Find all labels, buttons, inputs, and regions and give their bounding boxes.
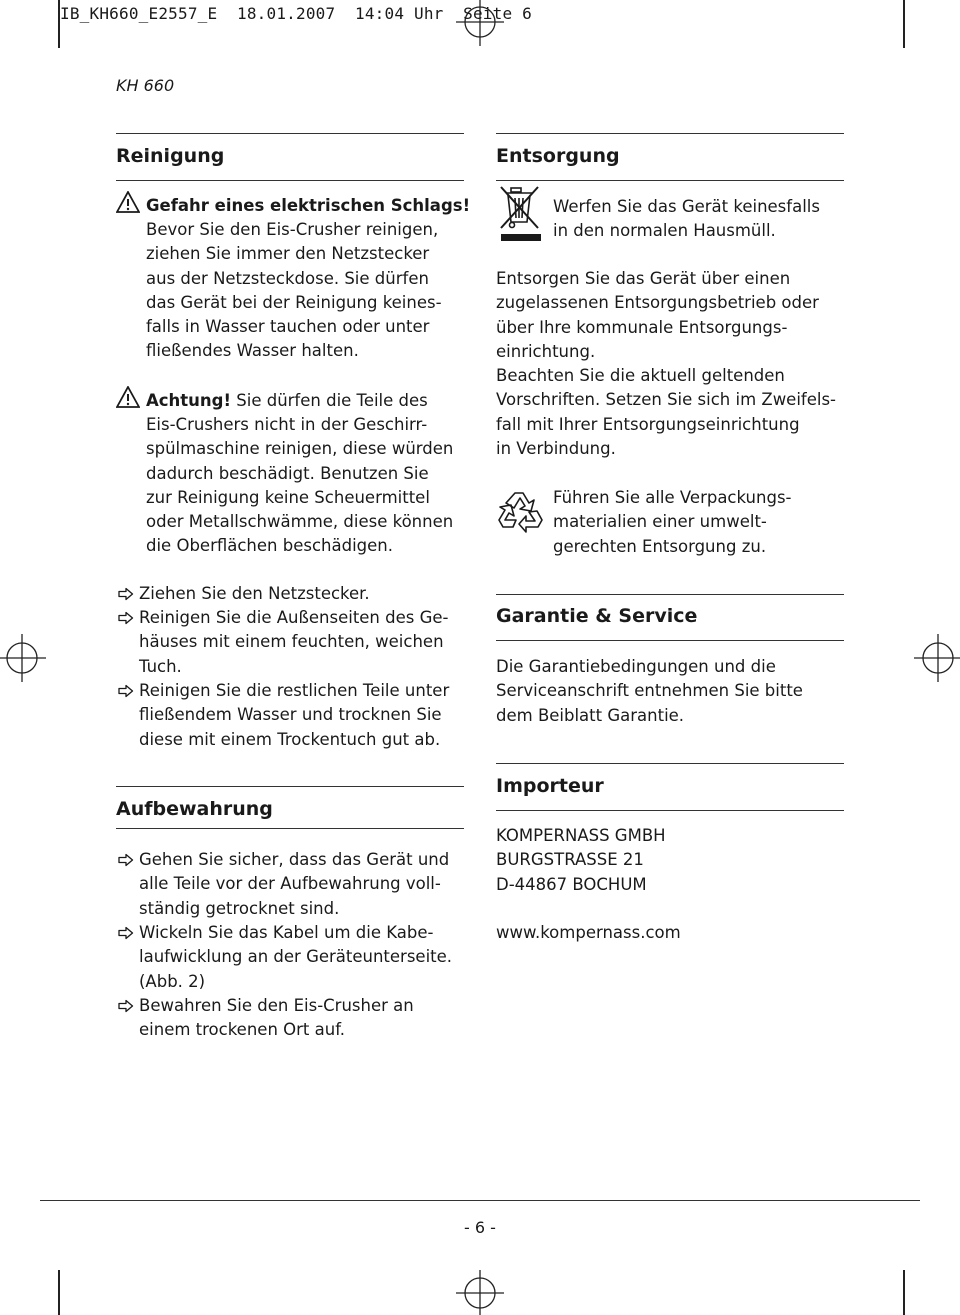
divider [496, 133, 844, 134]
step-item: Wickeln Sie das Kabel um die Kabe- laufwicklung an der Geräteunterseite. (Abb. 2) [139, 923, 453, 991]
warning-attention-title: Achtung! [146, 391, 232, 410]
importeur-web: www.kompernass.com [496, 923, 681, 942]
arrow-right-outline-icon [118, 587, 134, 601]
warning-electric-title: Gefahr eines elektrischen Schlags! [146, 196, 471, 215]
warning-attention-first: Sie dürfen die Teile des [231, 391, 428, 410]
section-title-aufbewahrung: Aufbewahrung [116, 798, 273, 820]
divider [116, 828, 464, 829]
arrow-right-outline-icon [118, 853, 134, 867]
divider [496, 763, 844, 764]
section-title-importeur: Importeur [496, 775, 604, 797]
crossed-out-bin-icon [498, 184, 546, 244]
recycle-note: Führen Sie alle Verpackungs- materialien einer umwelt- gerechten Entsorgung zu. [553, 488, 792, 556]
print-header: IB_KH660_E2557_E 18.01.2007 14:04 Uhr Seite 6 [60, 4, 532, 23]
step-item: Gehen Sie sicher, dass das Gerät und alle Teile vor der Aufbewahrung voll- ständig getrocknet sind. [139, 850, 450, 918]
divider [496, 810, 844, 811]
divider [116, 180, 464, 181]
footer-divider [40, 1200, 920, 1201]
step-item: Bewahren Sie den Eis-Crusher an einem trockenen Ort auf. [139, 996, 414, 1040]
entsorgung-text: Entsorgen Sie das Gerät über einen zugelassenen Entsorgungsbetrieb oder über Ihre kommunale Entsorgungs- einrichtung. Beachten Sie die aktuell geltenden Vorschriften. Setzen Sie sich im Zweifels- fall mit Ihrer Entsorgungseinrichtung in Verbindung. [496, 269, 837, 459]
step-item: Ziehen Sie den Netzstecker. [139, 584, 370, 603]
section-title-entsorgung: Entsorgung [496, 145, 620, 167]
model-label: KH 660 [116, 76, 175, 95]
section-title-garantie: Garantie & Service [496, 605, 698, 627]
warning-attention-text: Eis-Crushers nicht in der Geschirr- spülmaschine reinigen, diese würden dadurch beschädigt. Benutzen Sie zur Reinigung keine Scheuermittel oder Metallschwämme, diese können die Oberflächen beschädigen. [146, 415, 454, 556]
arrow-right-outline-icon [118, 611, 134, 625]
page-number: - 6 - [464, 1218, 496, 1237]
section-title-reinigung: Reinigung [116, 145, 225, 167]
bin-note: Werfen Sie das Gerät keinesfalls in den normalen Hausmüll. [553, 197, 820, 241]
arrow-right-outline-icon [118, 999, 134, 1013]
warning-triangle-icon [116, 191, 140, 213]
divider [116, 133, 464, 134]
recycle-icon [497, 487, 547, 535]
warning-triangle-icon [116, 386, 140, 408]
divider [116, 786, 464, 787]
arrow-right-outline-icon [118, 926, 134, 940]
warning-attention-first-line [146, 389, 428, 413]
step-item: Reinigen Sie die restlichen Teile unter fließendem Wasser und trocknen Sie diese mit einem Trockentuch gut ab. [139, 681, 450, 749]
step-item: Reinigen Sie die Außenseiten des Ge- häuses mit einem feuchten, weichen Tuch. [139, 608, 449, 676]
arrow-right-outline-icon [118, 684, 134, 698]
garantie-text: Die Garantiebedingungen und die Serviceanschrift entnehmen Sie bitte dem Beiblatt Garantie. [496, 657, 803, 725]
divider [496, 594, 844, 595]
divider [496, 180, 844, 181]
importeur-address: KOMPERNASS GMBH BURGSTRASSE 21 D-44867 BOCHUM [496, 826, 666, 894]
warning-electric-text: Bevor Sie den Eis-Crusher reinigen, ziehen Sie immer den Netzstecker aus der Netzsteckdose. Sie dürfen das Gerät bei der Reinigung keines- falls in Wasser tauchen oder unter fließendes Wasser halten. [146, 220, 442, 361]
divider [496, 640, 844, 641]
